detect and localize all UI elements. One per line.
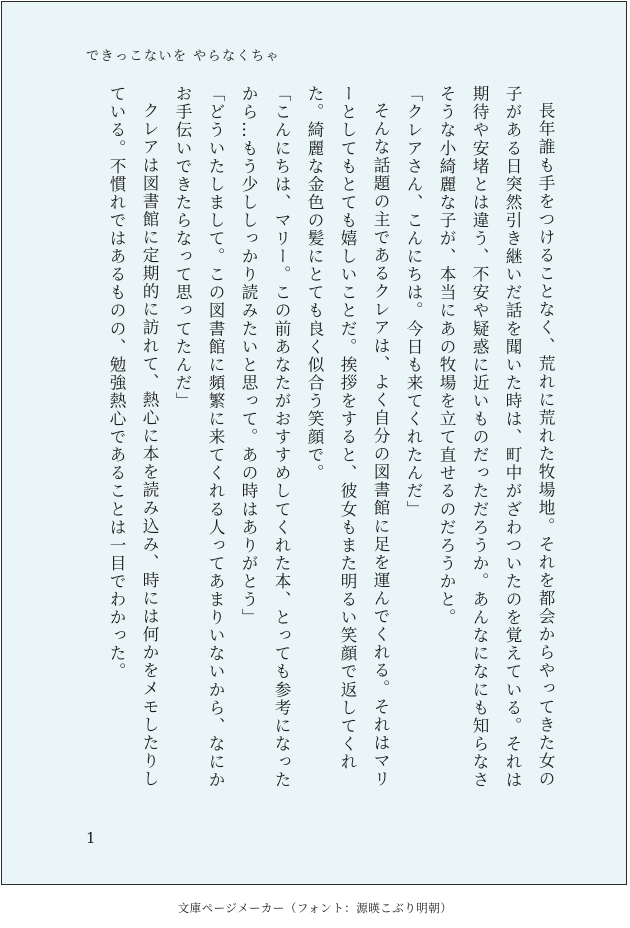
paragraph-2-dialog: 「クレアさん、こんにちは。今日も来てくれたんだ」 [404, 85, 423, 519]
vertical-body-text [78, 85, 562, 805]
footer-credit: 文庫ページメーカー（フォント：源暎こぶり明朝） [177, 901, 453, 915]
page-number: 1 [86, 829, 96, 847]
paragraph-1: 長年誰も手をつけることなく、荒れに荒れた牧場地。それを都会からやってきた女の子がある日突然引き継いだ話を聞いた時は、町中がざわついたのを覚えている。それは期待や安堵とは違う、不安や疑惑に近いものだっただろうか。あんなになにも知らなさそうな小綺麗な子が、本当にあの牧場を立て直せるのだろうかと。 [437, 85, 555, 789]
paragraph-4-dialog: 「こんにちは、マリー。この前あなたがおすすめしてくれた本、とっても参考になったから…もう少ししっかり読みたいと思って。あの時はありがとう」 [239, 85, 291, 789]
paragraph-6: クレアは図書館に定期的に訪れて、熱心に本を読み込み、時には何かをメモしたりしている。不慣れではあるものの、勉強熱心であることは一目でわかった。 [107, 85, 159, 788]
running-header-title: できっこないを やらなくちゃ [86, 49, 281, 64]
paragraph-3: そんな話題の主であるクレアは、よく自分の図書館に足を運んでくれる。それはマリーとしてもとても嬉しいことだ。挨拶をすると、彼女もまた明るい笑顔で返してくれた。綺麗な金色の髪にとても良く似合う笑顔で。 [305, 85, 390, 788]
paragraph-5-dialog: 「どういたしまして。この図書館に頻繁に来てくれる人ってあまりいないから、なにかお手伝いできたらなって思ってたんだ」 [173, 85, 225, 789]
book-page [1, 1, 627, 885]
